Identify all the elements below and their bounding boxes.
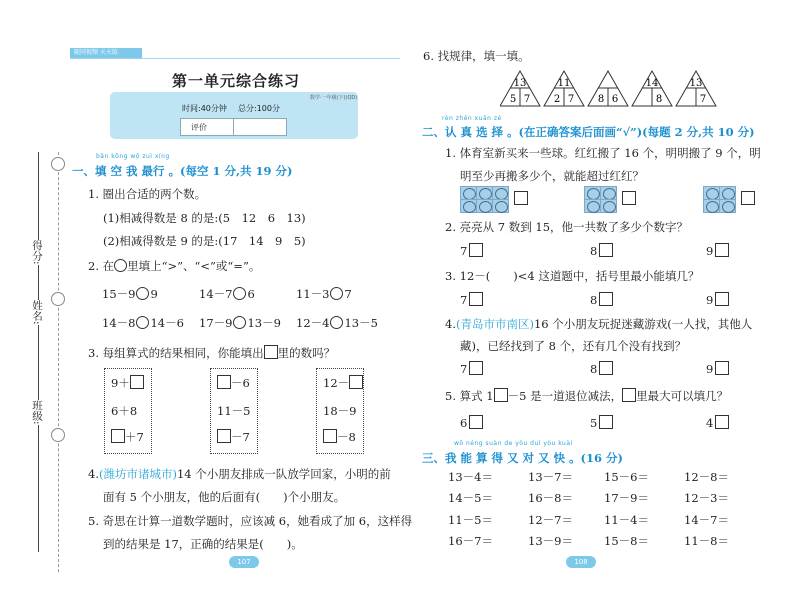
ball-icon xyxy=(495,201,508,213)
ball-cell xyxy=(600,186,617,200)
check-box[interactable] xyxy=(469,243,483,257)
calc-item: 17－9＝ xyxy=(604,491,649,505)
s2-q4-tag: (青岛市市南区) xyxy=(455,317,534,331)
group-mid: 18－9 xyxy=(323,404,357,418)
ball-icon xyxy=(722,201,735,213)
s2-q4-l1: 16 个小朋友玩捉迷藏游戏(一人找，其他人 xyxy=(533,317,753,331)
group-top xyxy=(217,375,250,391)
answer-box[interactable] xyxy=(323,429,337,443)
calc-item: 11－4＝ xyxy=(604,513,649,527)
comparison-left: 12－4 xyxy=(296,316,330,330)
comparison-left: 11－3 xyxy=(296,287,330,301)
check-box[interactable] xyxy=(741,191,755,205)
ball-cell xyxy=(476,199,493,213)
info-time: 时间:40分钟 xyxy=(182,104,227,113)
option-value: 8 xyxy=(590,244,598,258)
option-value: 9 xyxy=(706,293,714,307)
calc-item: 12－8＝ xyxy=(684,470,729,484)
check-box[interactable] xyxy=(469,361,483,375)
comparison-right: 14－6 xyxy=(150,316,184,330)
compare-circle[interactable] xyxy=(330,287,343,300)
triangle-top: 11 xyxy=(557,78,571,89)
s2-q4-line2: 藏)，已经找到了 8 个，还有几个没有找到？ xyxy=(460,339,687,353)
group-top-text: 9＋ xyxy=(111,376,130,390)
group-mid: 11－5 xyxy=(217,404,251,418)
digit-box-2[interactable] xyxy=(622,388,636,402)
ball-cell xyxy=(460,186,477,200)
number-triangle xyxy=(544,71,584,106)
s1-q5-line2: 到的结果是 17，正确的结果是( )。 xyxy=(103,537,303,551)
circle-blank[interactable] xyxy=(114,259,127,272)
triangle-right: 7 xyxy=(523,94,531,105)
comparison-left: 15－9 xyxy=(102,287,136,301)
section3-heading: 三、我 能 算 得 又 对 又 快 。(16 分) xyxy=(422,451,623,465)
option xyxy=(460,243,483,258)
calc-item: 14－7＝ xyxy=(684,513,729,527)
option xyxy=(706,415,729,430)
calc-item: 15－6＝ xyxy=(604,470,649,484)
comparison-item xyxy=(102,286,158,302)
page-number-left: 107 xyxy=(229,556,259,568)
rating-box xyxy=(180,118,287,136)
s2-q1-line1: 1. 体育室新买来一些球。红红搬了 16 个，明明搬了 9 个，明 xyxy=(445,146,761,160)
number-triangle xyxy=(500,71,540,106)
number-triangle xyxy=(632,71,672,106)
compare-circle[interactable] xyxy=(136,287,149,300)
group-bottom xyxy=(111,429,144,445)
s2-q4-line1 xyxy=(445,316,752,332)
comparison-item xyxy=(199,315,281,331)
group-top-text: 12－ xyxy=(323,376,350,390)
s2-q5 xyxy=(445,388,728,404)
compare-circle[interactable] xyxy=(233,287,246,300)
check-box[interactable] xyxy=(622,191,636,205)
sidebar-solid-line xyxy=(38,152,39,552)
sidebar-circle-1 xyxy=(51,292,65,306)
s1-q1: 1. 圈出合适的两个数。 xyxy=(88,187,207,201)
group-bottom xyxy=(323,429,356,445)
triangle-left: 8 xyxy=(597,94,605,105)
number-triangle xyxy=(588,71,628,106)
option-value: 5 xyxy=(590,416,598,430)
comparison-left: 14－8 xyxy=(102,316,136,330)
option-value: 9 xyxy=(706,362,714,376)
option-value: 7 xyxy=(460,244,468,258)
ball-cell xyxy=(492,186,509,200)
calc-item: 13－7＝ xyxy=(528,470,573,484)
comparison-item xyxy=(199,286,255,302)
compare-circle[interactable] xyxy=(136,316,149,329)
calc-item: 12－3＝ xyxy=(684,491,729,505)
ball-cell xyxy=(584,199,601,213)
section2-pinyin: rèn zhēn xuǎn zé xyxy=(442,115,502,122)
comparison-item xyxy=(296,315,378,331)
option xyxy=(706,243,729,258)
s1-q2 xyxy=(88,258,260,274)
compare-circle[interactable] xyxy=(233,316,246,329)
check-box[interactable] xyxy=(599,292,613,306)
s1-q2-pre: 2. 在 xyxy=(88,259,115,273)
s1-q4-tag: (潍坊市诸城市) xyxy=(98,467,177,481)
option xyxy=(460,361,483,376)
rating-label: 评价 xyxy=(191,123,207,132)
calc-item: 15－8＝ xyxy=(604,534,649,548)
s2-q4-num: 4. xyxy=(445,317,456,331)
page-number-right: 108 xyxy=(566,556,596,568)
s1-q4-l1: 14 个小朋友排成一队放学回家，小明的前 xyxy=(176,467,391,481)
option xyxy=(460,415,483,430)
triangle-right: 6 xyxy=(611,94,619,105)
info-score: 总分:100分 xyxy=(238,104,280,113)
comparison-right: 9 xyxy=(150,287,158,301)
comparison-right: 6 xyxy=(247,287,255,301)
compare-circle[interactable] xyxy=(330,316,343,329)
s2-q1-line2: 明至少再搬多少个，就能超过红红？ xyxy=(460,169,644,183)
s1-q4-num: 4. xyxy=(88,467,99,481)
group-bottom-text: －7 xyxy=(231,430,250,444)
sidebar-name: 姓名: xyxy=(31,300,43,325)
check-box[interactable] xyxy=(599,415,613,429)
answer-box[interactable] xyxy=(130,375,144,389)
group-bottom-text: ＋7 xyxy=(125,430,144,444)
s2-q2: 2. 亮亮从 7 数到 15，他一共数了多少个数字？ xyxy=(445,220,689,234)
s1-q3 xyxy=(88,345,335,361)
ball-cell xyxy=(703,186,720,200)
calc-item: 16－7＝ xyxy=(448,534,493,548)
triangle-top: 14 xyxy=(645,78,659,89)
ball-cell xyxy=(600,199,617,213)
ball-icon xyxy=(587,201,600,213)
page-title: 第一单元综合练习 xyxy=(172,72,301,90)
triangle-pattern xyxy=(500,70,725,108)
option-value: 8 xyxy=(590,293,598,307)
ball-cell xyxy=(476,186,493,200)
group-top xyxy=(111,375,144,391)
s1-q1-b: (2)相减得数是 9 的是:(17 14 9 5) xyxy=(103,234,306,248)
comparison-right: 13－5 xyxy=(344,316,378,330)
ball-cell xyxy=(460,199,477,213)
s2-q5-pre: 5. 算式 1 xyxy=(445,389,494,403)
sidebar-score: 得分: xyxy=(31,240,43,265)
answer-box[interactable] xyxy=(264,345,278,359)
section1-pinyin: bǎn kōng wǒ zuì xíng xyxy=(96,153,170,160)
ball-cell xyxy=(719,186,736,200)
sidebar-dashed-line xyxy=(58,152,59,572)
option-value: 6 xyxy=(460,416,468,430)
s2-q3: 3. 12－( )<4 这道题中，括号里最小能填几？ xyxy=(445,269,700,283)
ball-cell xyxy=(719,199,736,213)
calc-item: 14－5＝ xyxy=(448,491,493,505)
equation-group xyxy=(210,368,258,454)
option xyxy=(590,415,613,430)
triangle-right: 8 xyxy=(655,94,663,105)
ball-icon xyxy=(603,201,616,213)
triangle-top: 13 xyxy=(689,78,703,89)
q6-text: 6. 找规律，填一填。 xyxy=(423,49,530,63)
calc-item: 16－8＝ xyxy=(528,491,573,505)
s2-q5-mid: －5 是一道退位减法， xyxy=(507,389,623,403)
comparison-item xyxy=(102,315,184,331)
answer-box[interactable] xyxy=(111,429,125,443)
section3-pinyin: wǒ néng suàn de yòu duì yòu kuài xyxy=(454,440,573,447)
s1-q3-pre: 3. 每组算式的结果相同，你能填出 xyxy=(88,346,264,360)
option xyxy=(590,243,613,258)
option-value: 7 xyxy=(460,362,468,376)
option xyxy=(706,361,729,376)
option-value: 8 xyxy=(590,362,598,376)
s1-q5-line1: 5. 奇思在计算一道数学题时，应该减 6，她看成了加 6，这样得 xyxy=(88,514,413,528)
option-value: 9 xyxy=(706,244,714,258)
calc-item: 13－9＝ xyxy=(528,534,573,548)
comparison-right: 7 xyxy=(344,287,352,301)
answer-box[interactable] xyxy=(217,429,231,443)
answer-box[interactable] xyxy=(217,375,231,389)
calc-item: 12－7＝ xyxy=(528,513,573,527)
s1-q2-post: 里填上“>”、“<”或“=”。 xyxy=(127,259,261,273)
triangle-right: 7 xyxy=(567,94,575,105)
group-bottom xyxy=(217,429,250,445)
option-value: 4 xyxy=(706,416,714,430)
header-tag: 随同视频 天天练 xyxy=(70,48,142,58)
s2-q5-post: 里最大可以填几？ xyxy=(636,389,729,403)
option xyxy=(590,361,613,376)
header-line xyxy=(70,58,400,59)
option xyxy=(590,292,613,307)
ball-cell xyxy=(703,199,720,213)
digit-box[interactable] xyxy=(494,388,508,402)
section1-heading: 一、填 空 我 最行 。(每空 1 分,共 19 分) xyxy=(72,164,293,178)
triangle-top: 13 xyxy=(513,78,527,89)
check-box[interactable] xyxy=(599,243,613,257)
comparison-item xyxy=(296,286,352,302)
s1-q3-post: 里的数吗？ xyxy=(277,346,336,360)
comparison-left: 17－9 xyxy=(199,316,233,330)
answer-box[interactable] xyxy=(349,375,363,389)
check-box[interactable] xyxy=(469,415,483,429)
check-box[interactable] xyxy=(599,361,613,375)
info-source: 数学·一年级(下)(QD) xyxy=(310,95,358,101)
check-box[interactable] xyxy=(514,191,528,205)
s1-q1-a: (1)相减得数是 8 的是:(5 12 6 13) xyxy=(103,211,306,225)
comparison-right: 13－9 xyxy=(247,316,281,330)
number-triangle xyxy=(676,71,716,106)
section2-heading: 二、认 真 选 择 。(在正确答案后面画“√”)(每题 2 分,共 10 分) xyxy=(422,125,755,139)
ball-icon xyxy=(706,201,719,213)
calc-item: 11－5＝ xyxy=(448,513,493,527)
group-bottom-text: －8 xyxy=(337,430,356,444)
sidebar-class: 班级: xyxy=(31,400,43,425)
group-mid: 6＋8 xyxy=(111,404,138,418)
check-box[interactable] xyxy=(715,361,729,375)
option xyxy=(460,292,483,307)
triangle-left: 2 xyxy=(553,94,561,105)
rating-divider xyxy=(233,119,234,135)
check-box[interactable] xyxy=(715,415,729,429)
calc-item: 13－4＝ xyxy=(448,470,493,484)
sidebar-circle-2 xyxy=(51,428,65,442)
check-box[interactable] xyxy=(715,292,729,306)
s1-q4-line2: 面有 5 个小朋友，他的后面有( )个小朋友。 xyxy=(103,490,346,504)
check-box[interactable] xyxy=(469,292,483,306)
triangle-left: 5 xyxy=(509,94,517,105)
option-value: 7 xyxy=(460,293,468,307)
group-top-text: －6 xyxy=(231,376,250,390)
ball-cell xyxy=(584,186,601,200)
calc-item: 11－8＝ xyxy=(684,534,729,548)
ball-icon xyxy=(479,201,492,213)
ball-icon xyxy=(463,201,476,213)
equation-group xyxy=(104,368,152,454)
s1-q4-line1 xyxy=(88,466,391,482)
comparison-left: 14－7 xyxy=(199,287,233,301)
ball-cell xyxy=(492,199,509,213)
equation-group xyxy=(316,368,364,454)
check-box[interactable] xyxy=(715,243,729,257)
triangle-right: 7 xyxy=(699,94,707,105)
group-top xyxy=(323,375,363,391)
option xyxy=(706,292,729,307)
sidebar-circle-3 xyxy=(51,157,65,171)
